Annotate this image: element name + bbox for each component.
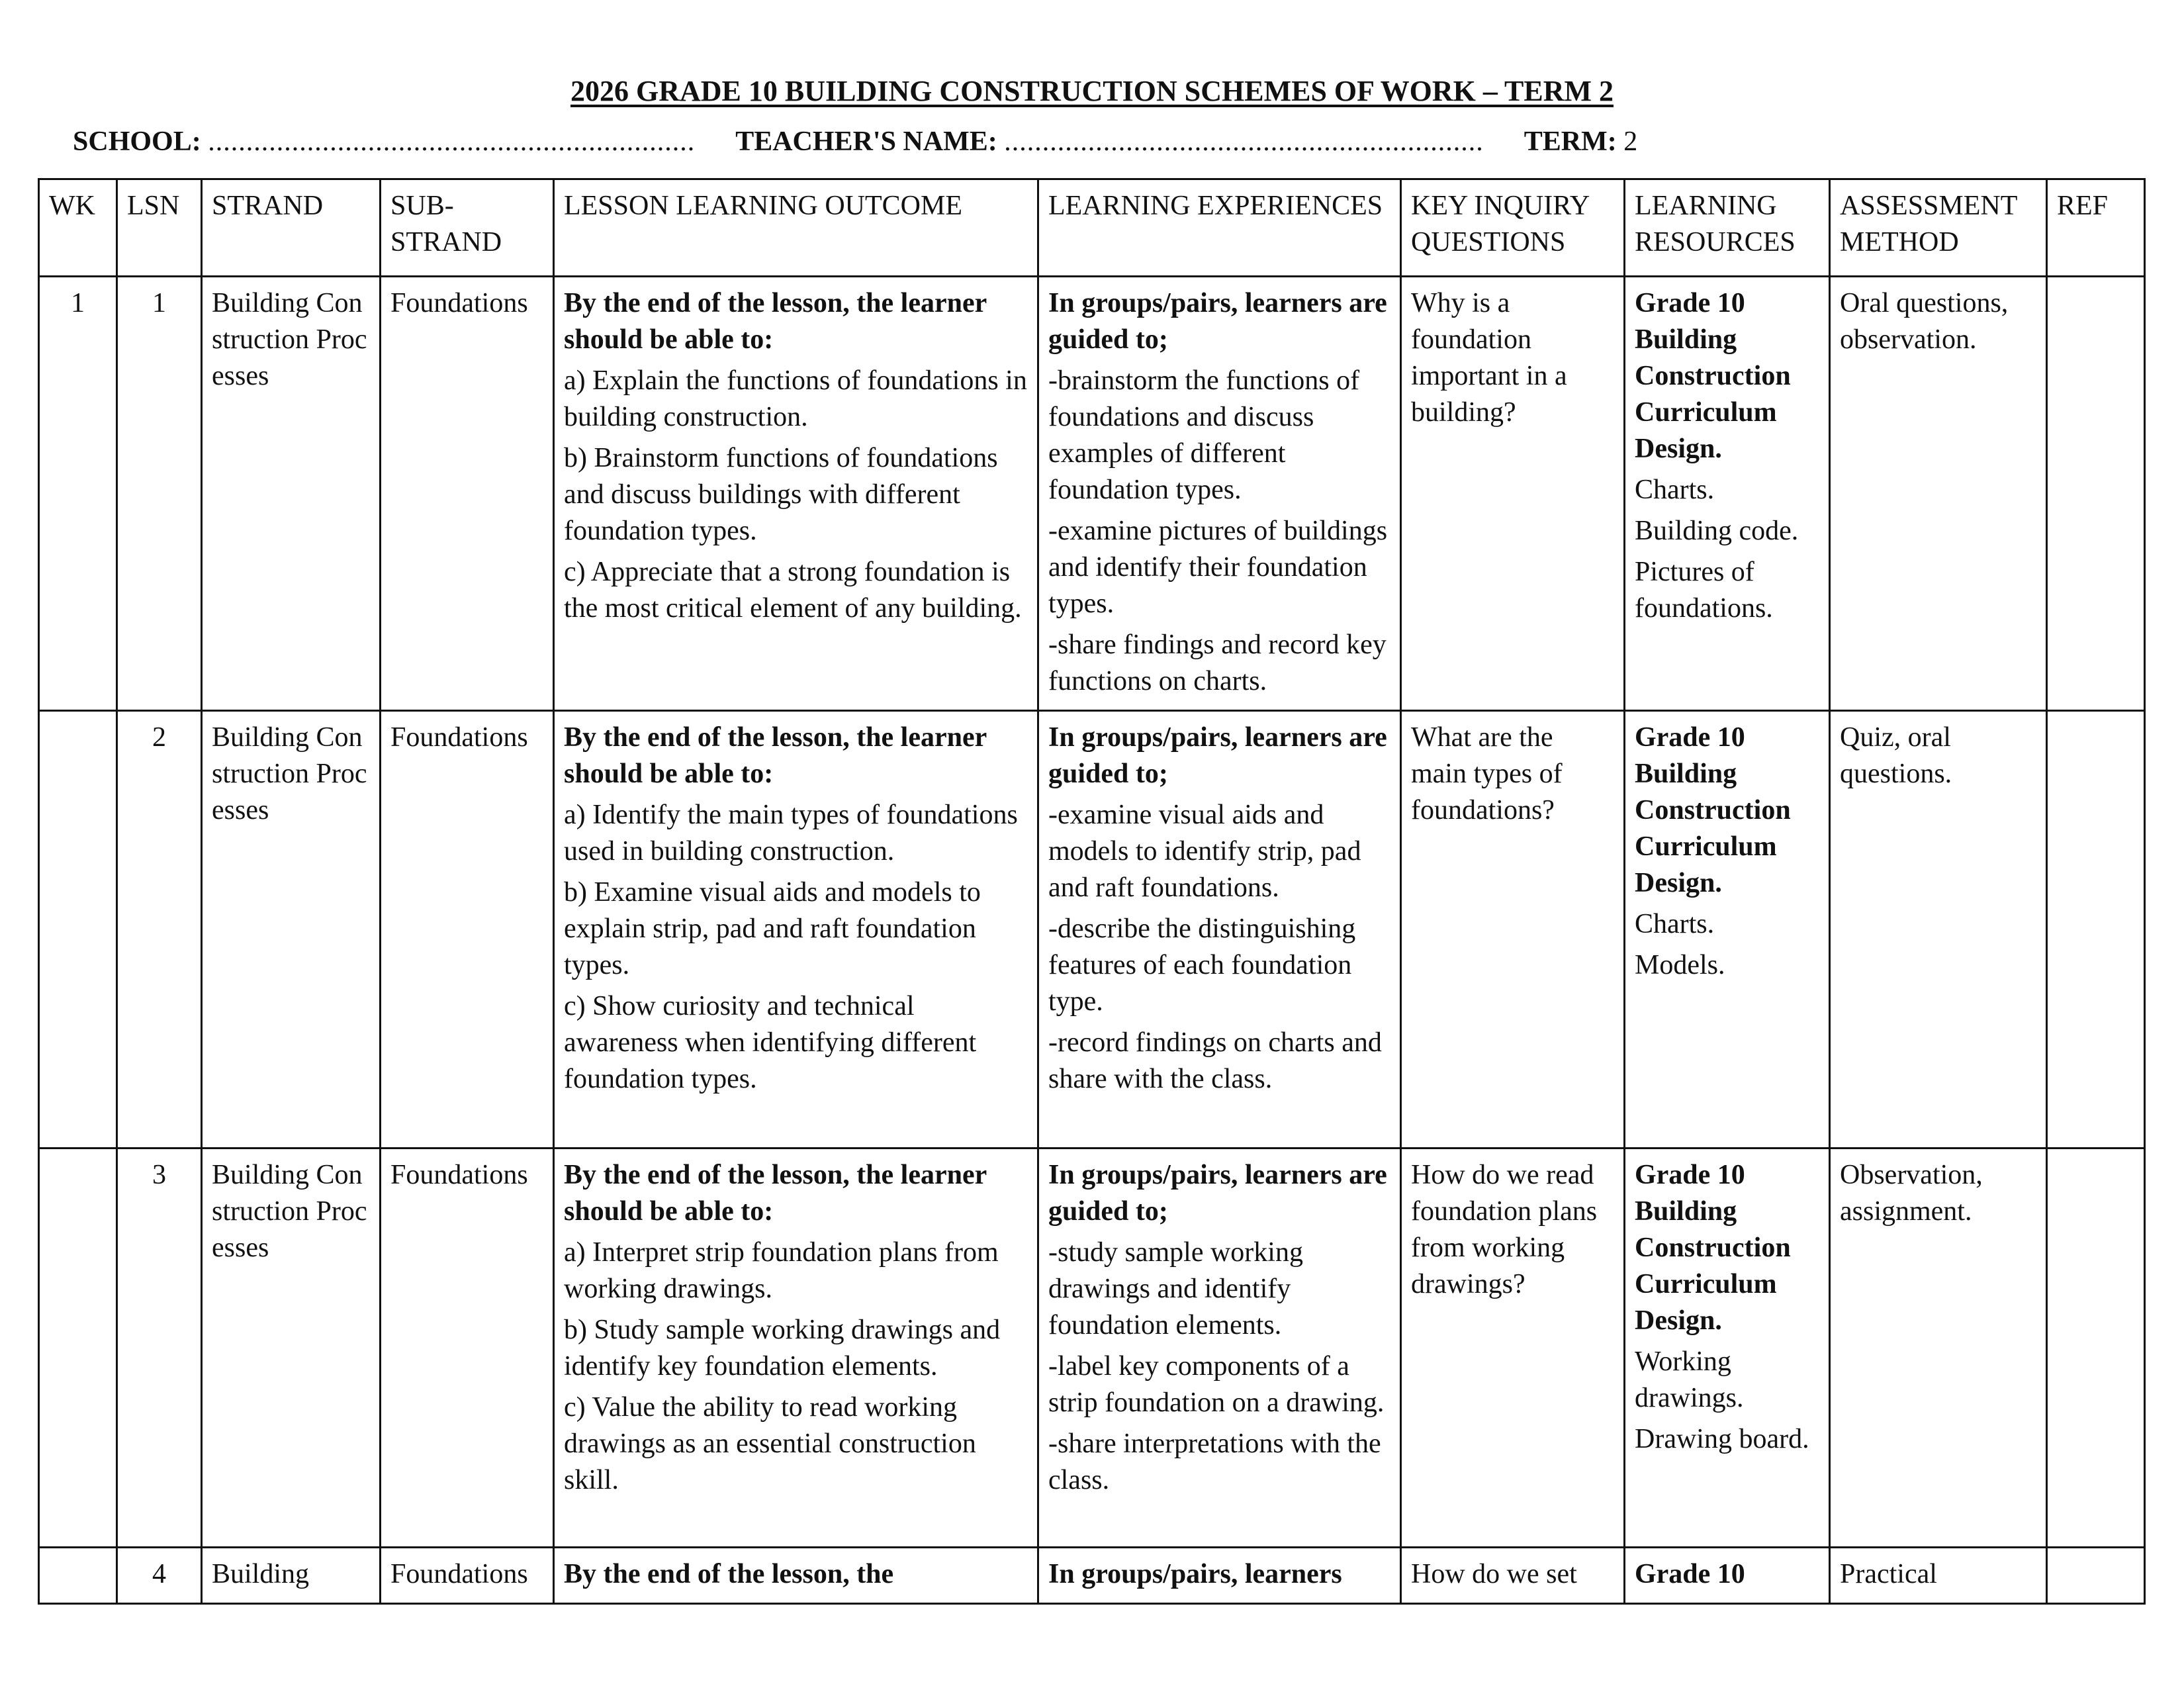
cell-strand: Building Construction Processes bbox=[202, 711, 381, 1149]
cell-question: How do we set bbox=[1401, 1548, 1625, 1604]
cell-assessment: Quiz, oral questions. bbox=[1830, 711, 2047, 1149]
cell-wk: 1 bbox=[39, 277, 117, 711]
table-row bbox=[39, 277, 2145, 711]
header-outcome: LESSON LEARNING OUTCOME bbox=[554, 179, 1038, 277]
resource-item: Models. bbox=[1635, 950, 1725, 980]
resource-item: Charts. bbox=[1635, 909, 1715, 939]
table-row bbox=[39, 1548, 2145, 1604]
experience-intro: In groups/pairs, learners bbox=[1048, 1559, 1342, 1589]
experience-item: -record findings on charts and share with the class. bbox=[1048, 1027, 1382, 1094]
outcome-intro: By the end of the lesson, the bbox=[564, 1559, 894, 1589]
experience-item: -describe the distinguishing features of each foundation type. bbox=[1048, 914, 1356, 1017]
cell-assessment: Practical bbox=[1830, 1548, 2047, 1604]
resource-main: Grade 10 Building Construction Curriculum Design. bbox=[1635, 722, 1791, 898]
outcome-item: c) Appreciate that a strong foundation is the most critical element of any building. bbox=[564, 557, 1022, 624]
cell-resources bbox=[1625, 1548, 1830, 1604]
cell-experiences bbox=[1038, 711, 1401, 1149]
schemes-table bbox=[38, 178, 2146, 1605]
header-strand: STRAND bbox=[202, 179, 381, 277]
cell-outcome bbox=[554, 711, 1038, 1149]
outcome-intro: By the end of the lesson, the learner should be able to: bbox=[564, 1160, 987, 1227]
cell-lsn: 1 bbox=[117, 277, 202, 711]
header-assessment: ASSESSMENT METHOD bbox=[1830, 179, 2047, 277]
cell-assessment: Observation, assignment. bbox=[1830, 1149, 2047, 1548]
outcome-item: b) Study sample working drawings and identify key foundation elements. bbox=[564, 1315, 1001, 1382]
header-resources: LEARNING RESOURCES bbox=[1625, 179, 1830, 277]
table-row bbox=[39, 711, 2145, 1149]
cell-ref bbox=[2047, 1149, 2145, 1548]
resource-item: Building code. bbox=[1635, 516, 1799, 546]
cell-ref bbox=[2047, 1548, 2145, 1604]
cell-resources bbox=[1625, 277, 1830, 711]
experience-item: -examine pictures of buildings and identify their foundation types. bbox=[1048, 516, 1388, 619]
header-questions: KEY INQUIRY QUESTIONS bbox=[1401, 179, 1625, 277]
experience-item: -share findings and record key functions on charts. bbox=[1048, 630, 1387, 696]
cell-wk bbox=[39, 711, 117, 1149]
outcome-intro: By the end of the lesson, the learner should be able to: bbox=[564, 722, 987, 789]
resource-item: Working drawings. bbox=[1635, 1346, 1744, 1413]
cell-question: What are the main types of foundations? bbox=[1401, 711, 1625, 1149]
cell-ref bbox=[2047, 711, 2145, 1149]
experience-intro: In groups/pairs, learners are guided to; bbox=[1048, 288, 1387, 355]
header-sub-strand: SUB-STRAND bbox=[381, 179, 554, 277]
outcome-intro: By the end of the lesson, the learner should be able to: bbox=[564, 288, 987, 355]
cell-experiences bbox=[1038, 277, 1401, 711]
experience-item: -study sample working drawings and identify foundation elements. bbox=[1048, 1237, 1303, 1340]
teacher-label: TEACHER'S NAME: bbox=[735, 126, 997, 157]
cell-resources bbox=[1625, 711, 1830, 1149]
cell-experiences bbox=[1038, 1548, 1401, 1604]
outcome-item: c) Show curiosity and technical awareness when identifying different foundation types. bbox=[564, 991, 977, 1094]
outcome-item: b) Examine visual aids and models to explain strip, pad and raft foundation types. bbox=[564, 877, 981, 980]
experience-intro: In groups/pairs, learners are guided to; bbox=[1048, 722, 1387, 789]
resource-main: Grade 10 Building Construction Curriculum Design. bbox=[1635, 1160, 1791, 1336]
table-row bbox=[39, 1149, 2145, 1548]
experience-intro: In groups/pairs, learners are guided to; bbox=[1048, 1160, 1387, 1227]
header-ref: REF bbox=[2047, 179, 2145, 277]
cell-wk bbox=[39, 1548, 117, 1604]
header-experiences: LEARNING EXPERIENCES bbox=[1038, 179, 1401, 277]
experience-item: -examine visual aids and models to identify strip, pad and raft foundations. bbox=[1048, 800, 1361, 903]
experience-item: -share interpretations with the class. bbox=[1048, 1429, 1381, 1495]
outcome-item: a) Explain the functions of foundations in building construction. bbox=[564, 365, 1027, 432]
resource-main: Grade 10 bbox=[1635, 1559, 1745, 1589]
document-title: 2026 GRADE 10 BUILDING CONSTRUCTION SCHEMES OF WORK – TERM 2 bbox=[570, 75, 1614, 107]
resource-item: Pictures of foundations. bbox=[1635, 557, 1773, 624]
outcome-item: a) Identify the main types of foundations used in building construction. bbox=[564, 800, 1018, 867]
header-lsn: LSN bbox=[117, 179, 202, 277]
resource-item: Drawing board. bbox=[1635, 1424, 1809, 1454]
cell-wk bbox=[39, 1149, 117, 1548]
cell-assessment: Oral questions, observation. bbox=[1830, 277, 2047, 711]
cell-question: Why is a foundation important in a building? bbox=[1401, 277, 1625, 711]
cell-question: How do we read foundation plans from working drawings? bbox=[1401, 1149, 1625, 1548]
cell-sub-strand: Foundations bbox=[381, 1149, 554, 1548]
term-label: TERM: bbox=[1524, 126, 1617, 157]
outcome-item: c) Value the ability to read working drawings as an essential construction skill. bbox=[564, 1392, 976, 1495]
cell-strand: Building bbox=[202, 1548, 381, 1604]
cell-experiences bbox=[1038, 1149, 1401, 1548]
header-wk: WK bbox=[39, 179, 117, 277]
cell-outcome bbox=[554, 1149, 1038, 1548]
cell-lsn: 2 bbox=[117, 711, 202, 1149]
cell-strand: Building Construction Processes bbox=[202, 277, 381, 711]
experience-item: -label key components of a strip foundation on a drawing. bbox=[1048, 1351, 1385, 1418]
outcome-item: b) Brainstorm functions of foundations and discuss buildings with different foundation types. bbox=[564, 443, 998, 546]
school-value: ................................................................ bbox=[208, 126, 696, 157]
table-header-row bbox=[39, 179, 2145, 277]
cell-strand: Building Construction Processes bbox=[202, 1149, 381, 1548]
cell-lsn: 3 bbox=[117, 1149, 202, 1548]
cell-ref bbox=[2047, 277, 2145, 711]
experience-item: -brainstorm the functions of foundations and discuss examples of different foundation types. bbox=[1048, 365, 1360, 505]
cell-outcome bbox=[554, 277, 1038, 711]
resource-item: Charts. bbox=[1635, 475, 1715, 505]
cell-lsn: 4 bbox=[117, 1548, 202, 1604]
resource-main: Grade 10 Building Construction Curriculum Design. bbox=[1635, 288, 1791, 464]
term-value: 2 bbox=[1623, 126, 1638, 157]
cell-resources bbox=[1625, 1149, 1830, 1548]
outcome-item: a) Interpret strip foundation plans from working drawings. bbox=[564, 1237, 999, 1304]
cell-sub-strand: Foundations bbox=[381, 711, 554, 1149]
teacher-value: ............................................................... bbox=[1004, 126, 1484, 157]
cell-outcome bbox=[554, 1548, 1038, 1604]
school-label: SCHOOL: bbox=[73, 126, 201, 157]
document-meta bbox=[73, 126, 1637, 158]
cell-sub-strand: Foundations bbox=[381, 277, 554, 711]
cell-sub-strand: Foundations bbox=[381, 1548, 554, 1604]
